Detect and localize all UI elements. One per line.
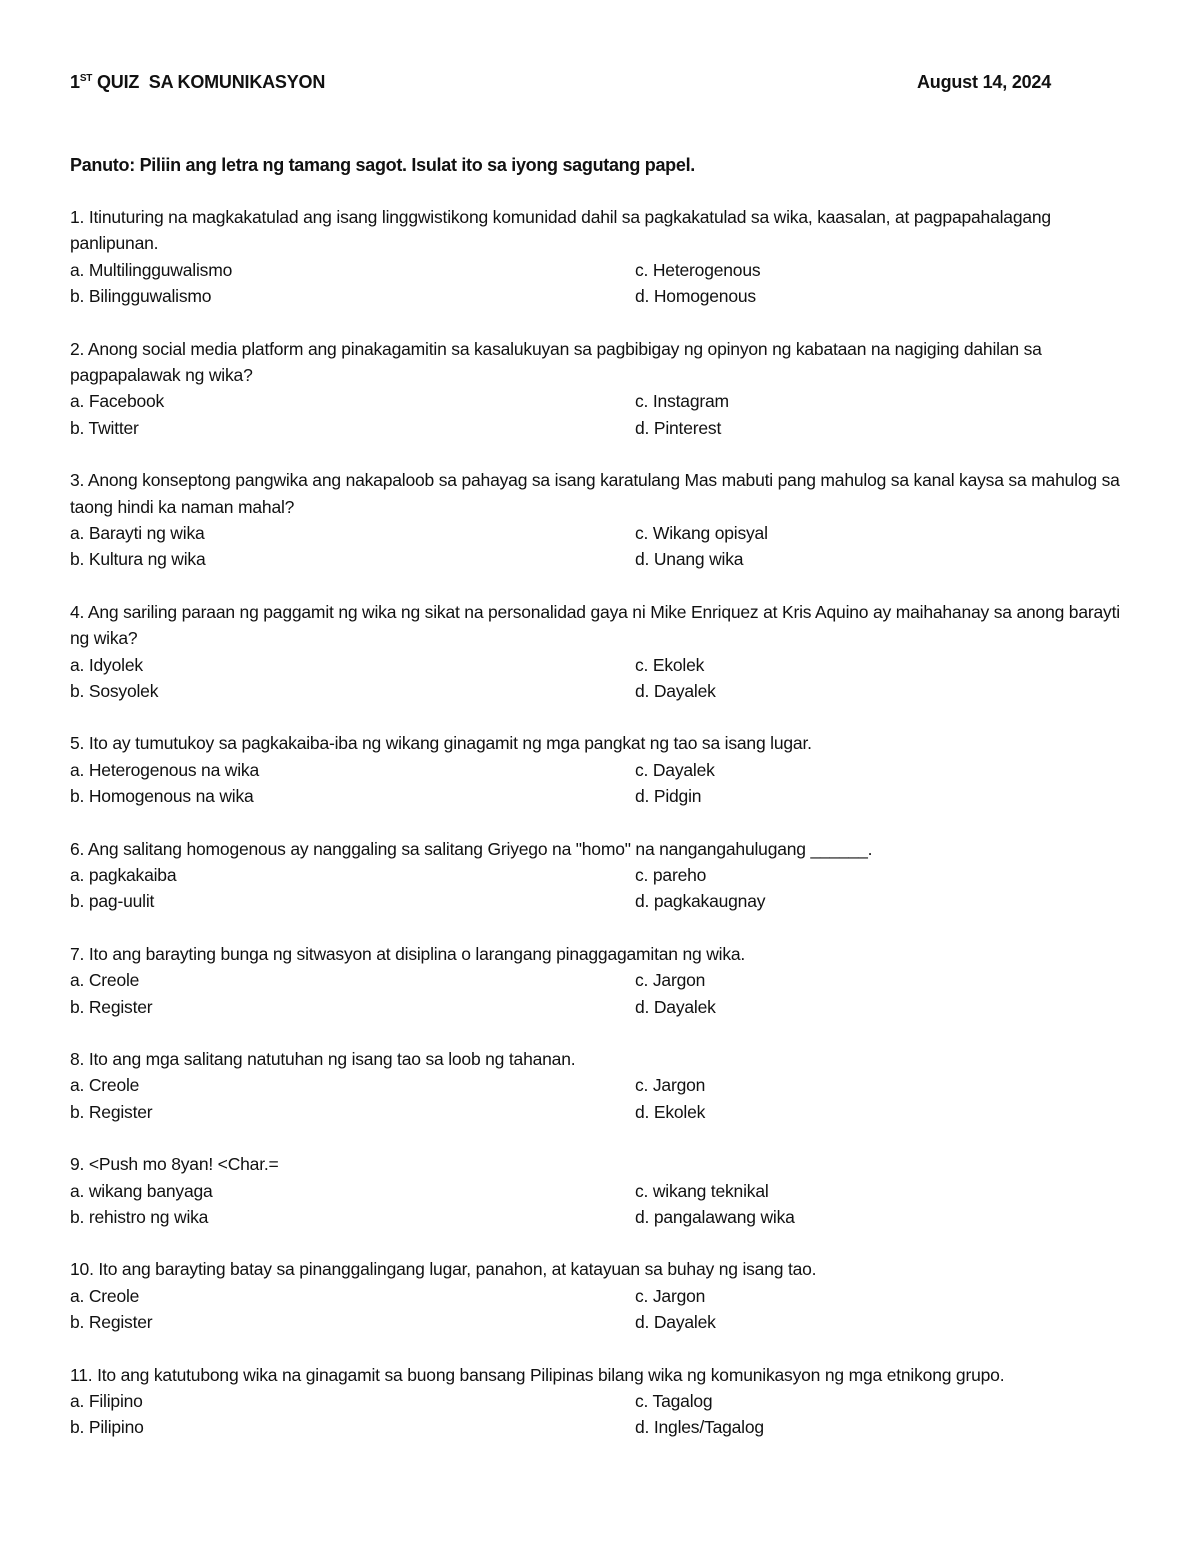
choice-b: b. Register — [70, 996, 153, 1017]
question-text: 7. Ito ang barayting bunga ng sitwasyon at disiplina o larangang pinaggagamitan ng wika. — [70, 943, 746, 964]
question-6 — [70, 836, 1130, 915]
question-10 — [70, 1256, 1130, 1335]
choice-grid — [70, 652, 1130, 705]
question-7 — [70, 941, 1130, 1020]
question-text: 5. Ito ay tumutukoy sa pagkakaiba-iba ng wikang ginagamit ng mga pangkat ng tao sa isang lugar. — [70, 733, 812, 754]
choice-d: d. Ekolek — [635, 1101, 706, 1122]
question-text: 11. Ito ang katutubong wika na ginagamit sa buong bansang Pilipinas bilang wika ng komunikasyon ng mga etnikong grupo. — [70, 1364, 1005, 1385]
choice-c: c. Ekolek — [635, 654, 705, 675]
title-number: 1 — [70, 72, 80, 92]
choice-c: c. Jargon — [635, 1285, 706, 1306]
page-header — [70, 72, 1130, 100]
choice-c: c. Heterogenous — [635, 259, 761, 280]
quiz-title — [70, 72, 325, 93]
choice-a: a. wikang banyaga — [70, 1180, 213, 1201]
choice-d: d. Unang wika — [635, 549, 744, 570]
choice-grid — [70, 520, 1130, 573]
choice-d: d. Pidgin — [635, 786, 702, 807]
choice-c: c. Wikang opisyal — [635, 523, 768, 543]
choice-a: a. Creole — [70, 1285, 140, 1306]
instructions: Panuto: Piliin ang letra ng tamang sagot. Isulat ito sa iyong sagutang papel. — [70, 155, 695, 175]
question-5 — [70, 730, 1130, 809]
question-2 — [70, 336, 1130, 442]
question-text: 10. Ito ang barayting batay sa pinanggalingang lugar, panahon, at katayuan sa buhay ng isang tao. — [70, 1259, 817, 1280]
choice-c: c. Instagram — [635, 391, 729, 412]
choice-grid — [70, 1283, 1130, 1336]
choice-a: a. Creole — [70, 970, 140, 991]
question-text: 6. Ang salitang homogenous ay nanggaling sa salitang Griyego na "homo" na nangangahulugang ______. — [70, 838, 873, 859]
choice-b: b. Twitter — [70, 417, 139, 438]
choice-d: d. Dayalek — [635, 680, 716, 701]
question-1 — [70, 204, 1130, 310]
choice-grid — [70, 1072, 1130, 1125]
choice-c: c. pareho — [635, 864, 707, 885]
quiz-page — [70, 72, 1130, 1441]
choice-b: b. rehistro ng wika — [70, 1206, 209, 1227]
choice-d: d. Pinterest — [635, 417, 722, 438]
choice-b: b. Register — [70, 1312, 153, 1333]
choice-b: b. Bilingguwalismo — [70, 286, 212, 307]
quiz-date: August 14, 2024 — [917, 72, 1052, 92]
choice-grid — [70, 862, 1130, 915]
choice-c: c. Jargon — [635, 1075, 706, 1096]
choice-a: a. Heterogenous na wika — [70, 759, 259, 780]
choice-d: d. pagkakaugnay — [635, 891, 766, 912]
choice-grid — [70, 1388, 1130, 1441]
choice-a: a. Idyolek — [70, 654, 143, 675]
choice-d: d. Ingles/Tagalog — [635, 1417, 764, 1438]
choice-grid — [70, 388, 1130, 441]
choice-grid — [70, 757, 1130, 810]
question-3 — [70, 467, 1130, 573]
question-4 — [70, 599, 1130, 705]
choice-grid — [70, 967, 1130, 1020]
title-ordinal: ST — [79, 73, 93, 84]
question-text: 4. Ang sariling paraan ng paggamit ng wika ng sikat na personalidad gaya ni Mike Enriquez at Kris Aquino ay maihahanay sa anong barayti ng wika? — [70, 601, 1120, 649]
choice-a: a. Creole — [70, 1075, 140, 1096]
question-text: 2. Anong social media platform ang pinakagamitin sa kasalukuyan sa pagbibigay ng opinyon ng kabataan na nagiging dahilan sa pagpapalawak ng wika? — [70, 338, 1042, 385]
choice-b: b. Kultura ng wika — [70, 549, 206, 570]
choice-grid — [70, 1178, 1130, 1231]
question-text: 3. Anong konseptong pangwika ang nakapaloob sa pahayag sa isang karatulang Mas mabuti pang mahulog sa kanal kaysa sa mahulog sa taong hindi ka naman mahal? — [70, 470, 1120, 517]
choice-c: c. Jargon — [635, 970, 706, 991]
question-text: 1. Itinuturing na magkakatulad ang isang linggwistikong komunidad dahil sa pagkakatulad sa wika, kaasalan, at pagpapahalagang panlipunan. — [70, 207, 1051, 254]
choice-d: d. Homogenous — [635, 286, 756, 307]
question-list — [70, 204, 1130, 1441]
choice-b: b. Pilipino — [70, 1417, 144, 1438]
choice-c: c. Tagalog — [635, 1390, 713, 1411]
choice-a: a. pagkakaiba — [70, 864, 177, 885]
choice-a: a. Facebook — [70, 391, 165, 412]
choice-d: d. Dayalek — [635, 996, 716, 1017]
choice-a: a. Multilingguwalismo — [70, 259, 233, 280]
question-9 — [70, 1151, 1130, 1230]
choice-d: d. pangalawang wika — [635, 1206, 795, 1227]
choice-d: d. Dayalek — [635, 1312, 716, 1333]
choice-c: c. wikang teknikal — [635, 1180, 769, 1201]
question-8 — [70, 1046, 1130, 1125]
choice-a: a. Filipino — [70, 1390, 143, 1411]
choice-b: b. Sosyolek — [70, 680, 159, 701]
question-11 — [70, 1362, 1130, 1441]
title-text: QUIZ SA KOMUNIKASYON — [92, 72, 326, 92]
choice-b: b. Register — [70, 1101, 153, 1122]
choice-b: b. pag-uulit — [70, 891, 155, 912]
question-text: 8. Ito ang mga salitang natutuhan ng isang tao sa loob ng tahanan. — [70, 1048, 576, 1069]
question-text: 9. <Push mo 8yan! <Char.= — [70, 1154, 279, 1175]
choice-b: b. Homogenous na wika — [70, 786, 254, 807]
choice-c: c. Dayalek — [635, 759, 715, 780]
choice-grid — [70, 257, 1130, 310]
choice-a: a. Barayti ng wika — [70, 523, 205, 543]
